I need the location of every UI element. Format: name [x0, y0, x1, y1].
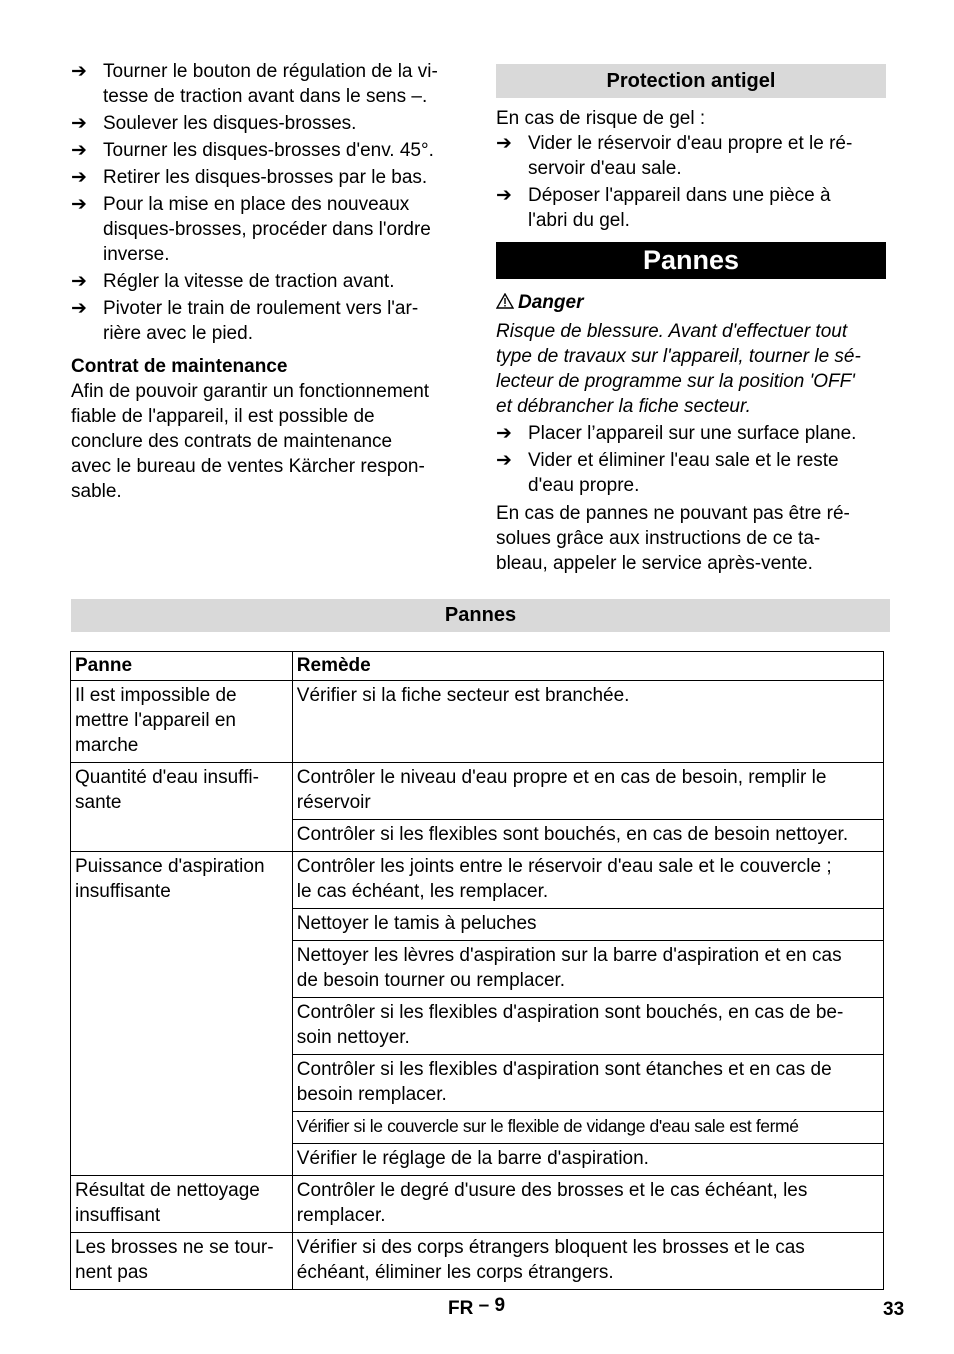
- step-text: Soulever les disques-brosses.: [103, 113, 357, 134]
- warning-triangle-icon: [496, 290, 518, 315]
- step-text: Pour la mise en place des nouveaux disques-brosses, procéder dans l'ordre inverse.: [103, 194, 431, 265]
- step-text: Retirer les disques-brosses par le bas.: [103, 167, 428, 188]
- danger-text: Risque de blessure. Avant d'effectuer tout type de travaux sur l'appareil, tourner le sé- lecteur de programme sur la position 'OFF' et débrancher la fiche secteur.: [496, 321, 861, 417]
- remede-cell: Contrôler si les flexibles sont bouchés, en cas de besoin nettoyer.: [292, 820, 883, 852]
- panne-cell: Les brosses ne se tour- nent pas: [71, 1233, 293, 1290]
- table-header-row: [71, 652, 884, 681]
- maintenance-heading: Contrat de maintenance: [71, 356, 288, 377]
- antigel-section: [496, 106, 888, 233]
- danger-label: Danger: [518, 292, 584, 313]
- table-row: [71, 1176, 884, 1233]
- pannes-table: [70, 651, 884, 1290]
- arrow-right-icon: ➔: [71, 194, 87, 215]
- table-row: [71, 681, 884, 763]
- antigel-heading: Protection antigel: [496, 64, 886, 98]
- antigel-intro: En cas de risque de gel :: [496, 108, 706, 129]
- panne-cell: Il est impossible de mettre l'appareil en marche: [71, 681, 293, 763]
- step-text: Vider le réservoir d'eau propre et le ré- servoir d'eau sale.: [528, 133, 853, 179]
- maintenance-text: Afin de pouvoir garantir un fonctionnement fiable de l'appareil, il est possible de conclure des contrats de maintenance avec le bureau de ventes Kärcher respon- sable.: [71, 381, 430, 502]
- instruction-step: [71, 165, 463, 190]
- arrow-right-icon: ➔: [71, 167, 87, 188]
- column-header: Remède: [292, 652, 883, 681]
- step-text: Régler la vitesse de traction avant.: [103, 271, 395, 292]
- footer-section-page: 9: [494, 1295, 506, 1316]
- danger-header: [496, 290, 888, 315]
- remede-cell: Contrôler le degré d'usure des brosses et le cas échéant, les remplacer.: [292, 1176, 883, 1233]
- remede-cell: Vérifier si le couvercle sur le flexible de vidange d'eau sale est fermé: [292, 1112, 883, 1144]
- remede-cell: Vérifier le réglage de la barre d'aspiration.: [292, 1144, 883, 1176]
- table-heading: Pannes: [71, 599, 890, 632]
- instruction-step: [71, 296, 463, 346]
- instruction-step: [496, 131, 888, 181]
- footer-lang: FR: [448, 1298, 474, 1319]
- arrow-right-icon: ➔: [71, 140, 87, 161]
- page-number: 33: [883, 1299, 905, 1320]
- arrow-right-icon: ➔: [496, 133, 512, 154]
- step-text: Pivoter le train de roulement vers l'ar- rière avec le pied.: [103, 298, 419, 344]
- instruction-step: [71, 192, 463, 267]
- step-text: Placer l’appareil sur une surface plane.: [528, 423, 857, 444]
- step-text: Vider et éliminer l'eau sale et le reste d'eau propre.: [528, 450, 839, 496]
- arrow-right-icon: ➔: [71, 271, 87, 292]
- step-text: Tourner le bouton de régulation de la vi- tesse de traction avant dans le sens –.: [103, 61, 438, 107]
- remede-cell: Vérifier si la fiche secteur est branchée.: [292, 681, 883, 763]
- table-row: [71, 763, 884, 820]
- instruction-step: [71, 111, 463, 136]
- footer-section-label: [448, 1295, 506, 1320]
- pannes-section: [496, 290, 888, 576]
- arrow-right-icon: ➔: [71, 298, 87, 319]
- column-header: Panne: [71, 652, 293, 681]
- remede-cell: Nettoyer le tamis à peluches: [292, 909, 883, 941]
- arrow-right-icon: ➔: [71, 61, 87, 82]
- instruction-step: [496, 448, 888, 498]
- arrow-right-icon: ➔: [71, 113, 87, 134]
- pannes-text: En cas de pannes ne pouvant pas être ré- solues grâce aux instructions de ce ta- bleau, appeler le service après-vente.: [496, 503, 850, 574]
- panne-cell: Résultat de nettoyage insuffisant: [71, 1176, 293, 1233]
- remede-cell: Contrôler si les flexibles d'aspiration sont bouchés, en cas de be- soin nettoyer.: [292, 998, 883, 1055]
- instruction-step: [496, 421, 888, 446]
- arrow-right-icon: ➔: [496, 423, 512, 444]
- remede-cell: Contrôler si les flexibles d'aspiration sont étanches et en cas de besoin remplacer.: [292, 1055, 883, 1112]
- remede-cell: Contrôler les joints entre le réservoir d'eau sale et le couvercle ; le cas échéant, les remplacer.: [292, 852, 883, 909]
- instruction-step: [71, 59, 463, 109]
- instruction-step: [71, 138, 463, 163]
- arrow-right-icon: ➔: [496, 185, 512, 206]
- instruction-step: [71, 269, 463, 294]
- remede-cell: Vérifier si des corps étrangers bloquent les brosses et le cas échéant, éliminer les corps étrangers.: [292, 1233, 883, 1290]
- arrow-right-icon: ➔: [496, 450, 512, 471]
- remede-cell: Nettoyer les lèvres d'aspiration sur la barre d'aspiration et en cas de besoin tourner ou remplacer.: [292, 941, 883, 998]
- panne-cell: Puissance d'aspiration insuffisante: [71, 852, 293, 1176]
- step-text: Tourner les disques-brosses d'env. 45°.: [103, 140, 434, 161]
- remede-cell: Contrôler le niveau d'eau propre et en cas de besoin, remplir le réservoir: [292, 763, 883, 820]
- panne-cell: Quantité d'eau insuffi- sante: [71, 763, 293, 852]
- table-row: [71, 852, 884, 909]
- pannes-heading: Pannes: [496, 242, 886, 279]
- table-row: [71, 1233, 884, 1290]
- footer-dash: –: [478, 1295, 490, 1316]
- instruction-step: [496, 183, 888, 233]
- step-text: Déposer l'appareil dans une pièce à l'abri du gel.: [528, 185, 831, 231]
- left-column: [71, 59, 463, 504]
